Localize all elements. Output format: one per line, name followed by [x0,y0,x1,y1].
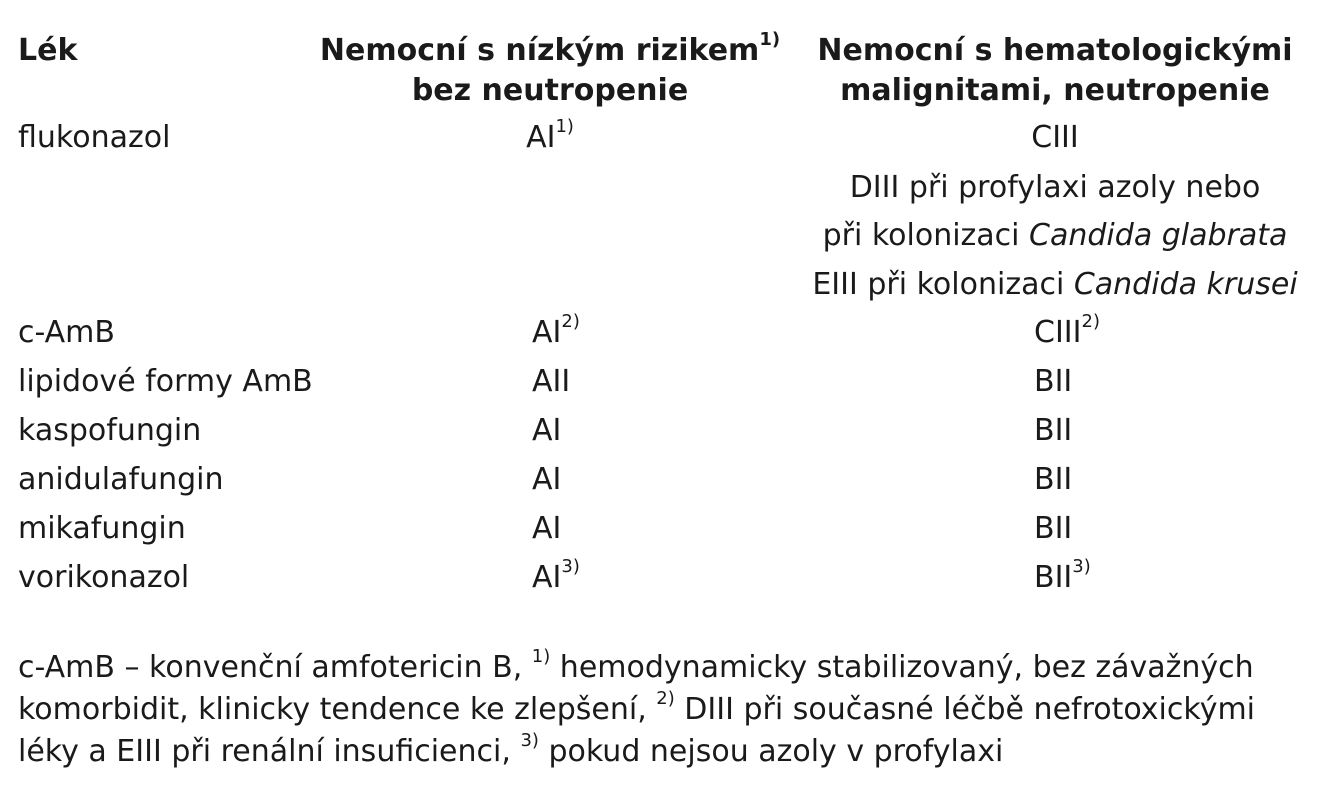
header-low-risk [310,31,790,111]
low-risk-rating: AI [532,315,562,350]
footnote-text: komorbidit, klinicky tendence ke zlepšení, [18,692,657,727]
header-hematologic [800,31,1310,111]
low-risk-value-anidulafungin [532,460,561,500]
hema-rating: BII [1034,413,1073,448]
hema-note-krusei-text: EIII při kolonizaci [812,267,1074,302]
hema-note-krusei [790,265,1320,305]
low-risk-value-flukonazol [400,118,700,158]
low-risk-rating: AII [532,364,571,399]
hema-footnote-ref: 3) [1072,556,1091,577]
low-risk-rating: AI [526,120,556,155]
low-risk-footnote-ref: 1) [555,116,574,137]
footnote-text: léky a EIII při renální insuficienci, [18,734,521,769]
footnote-line-3 [18,731,1318,773]
footnote-text: pokud nejsou azoly v profylaxi [538,734,1004,769]
low-risk-value-c-amb [532,313,580,353]
low-risk-rating: AI [532,413,562,448]
hema-rating: BII [1034,462,1073,497]
footnote-text: DIII při současné léčbě nefrotoxickými [674,692,1256,727]
hema-rating: BII [1034,560,1073,595]
header-drug [18,31,77,71]
footnote-text: hemodynamicky stabilizovaný, bez závažných [550,650,1254,685]
low-risk-value-mikafungin [532,509,561,549]
low-risk-value-vorikonazol [532,558,580,598]
hema-value-vorikonazol [1034,558,1091,598]
footnote-line-2 [18,689,1318,731]
footnote-ref-1: 1) [531,646,551,667]
hema-value-anidulafungin [1034,460,1072,500]
hema-note-azole-prophylaxis: DIII při profylaxi azoly nebo [849,170,1261,205]
low-risk-value-kaspofungin [532,411,561,451]
header-drug-label: Lék [18,33,78,68]
low-risk-rating: AI [532,462,562,497]
drug-name-lipidov-formy-amb: lipidové formy AmB [18,364,313,399]
low-risk-value-lipidov-formy-amb [532,362,570,402]
hema-value-mikafungin [1034,509,1072,549]
header-low-risk-footnote-ref: 1) [759,29,781,50]
hema-rating: BII [1034,511,1073,546]
footnote-text: c-AmB – konvenční amfotericin B, [18,650,532,685]
low-risk-footnote-ref: 3) [561,556,580,577]
hema-value-flukonazol: CIII [1031,120,1079,155]
hema-note-glabrata-text: při kolonizaci [822,218,1030,253]
hema-rating: BII [1034,364,1073,399]
header-hematologic-line2: malignitami, neutropenie [840,73,1270,108]
header-low-risk-line1: Nemocní s nízkým rizikem [319,33,760,68]
drug-name-mikafungin: mikafungin [18,511,186,546]
header-low-risk-line2: bez neutropenie [411,73,689,108]
header-hematologic-line1: Nemocní s hematologickými [817,33,1293,68]
drug-name-vorikonazol: vorikonazol [18,560,190,595]
hema-footnote-ref: 2) [1081,311,1100,332]
hema-value-lipidov-formy-amb [1034,362,1072,402]
low-risk-footnote-ref: 2) [561,311,580,332]
hema-note-glabrata [790,216,1320,256]
drug-name-anidulafungin: anidulafungin [18,462,224,497]
hema-note-glabrata-species: Candida glabrata [1029,218,1288,253]
footnote [18,647,1318,773]
hema-note-krusei-species: Candida krusei [1073,267,1298,302]
footnote-line-1 [18,647,1318,689]
drug-name-c-amb: c-AmB [18,315,115,350]
hema-value-kaspofungin [1034,411,1072,451]
hema-value-c-amb [1034,313,1100,353]
drug-name-flukonazol: flukonazol [18,120,171,155]
low-risk-rating: AI [532,511,562,546]
low-risk-rating: AI [532,560,562,595]
footnote-ref-2: 2) [656,688,675,709]
hema-rating: CIII [1034,315,1082,350]
footnote-ref-3: 3) [520,730,539,751]
drug-name-kaspofungin: kaspofungin [18,413,202,448]
